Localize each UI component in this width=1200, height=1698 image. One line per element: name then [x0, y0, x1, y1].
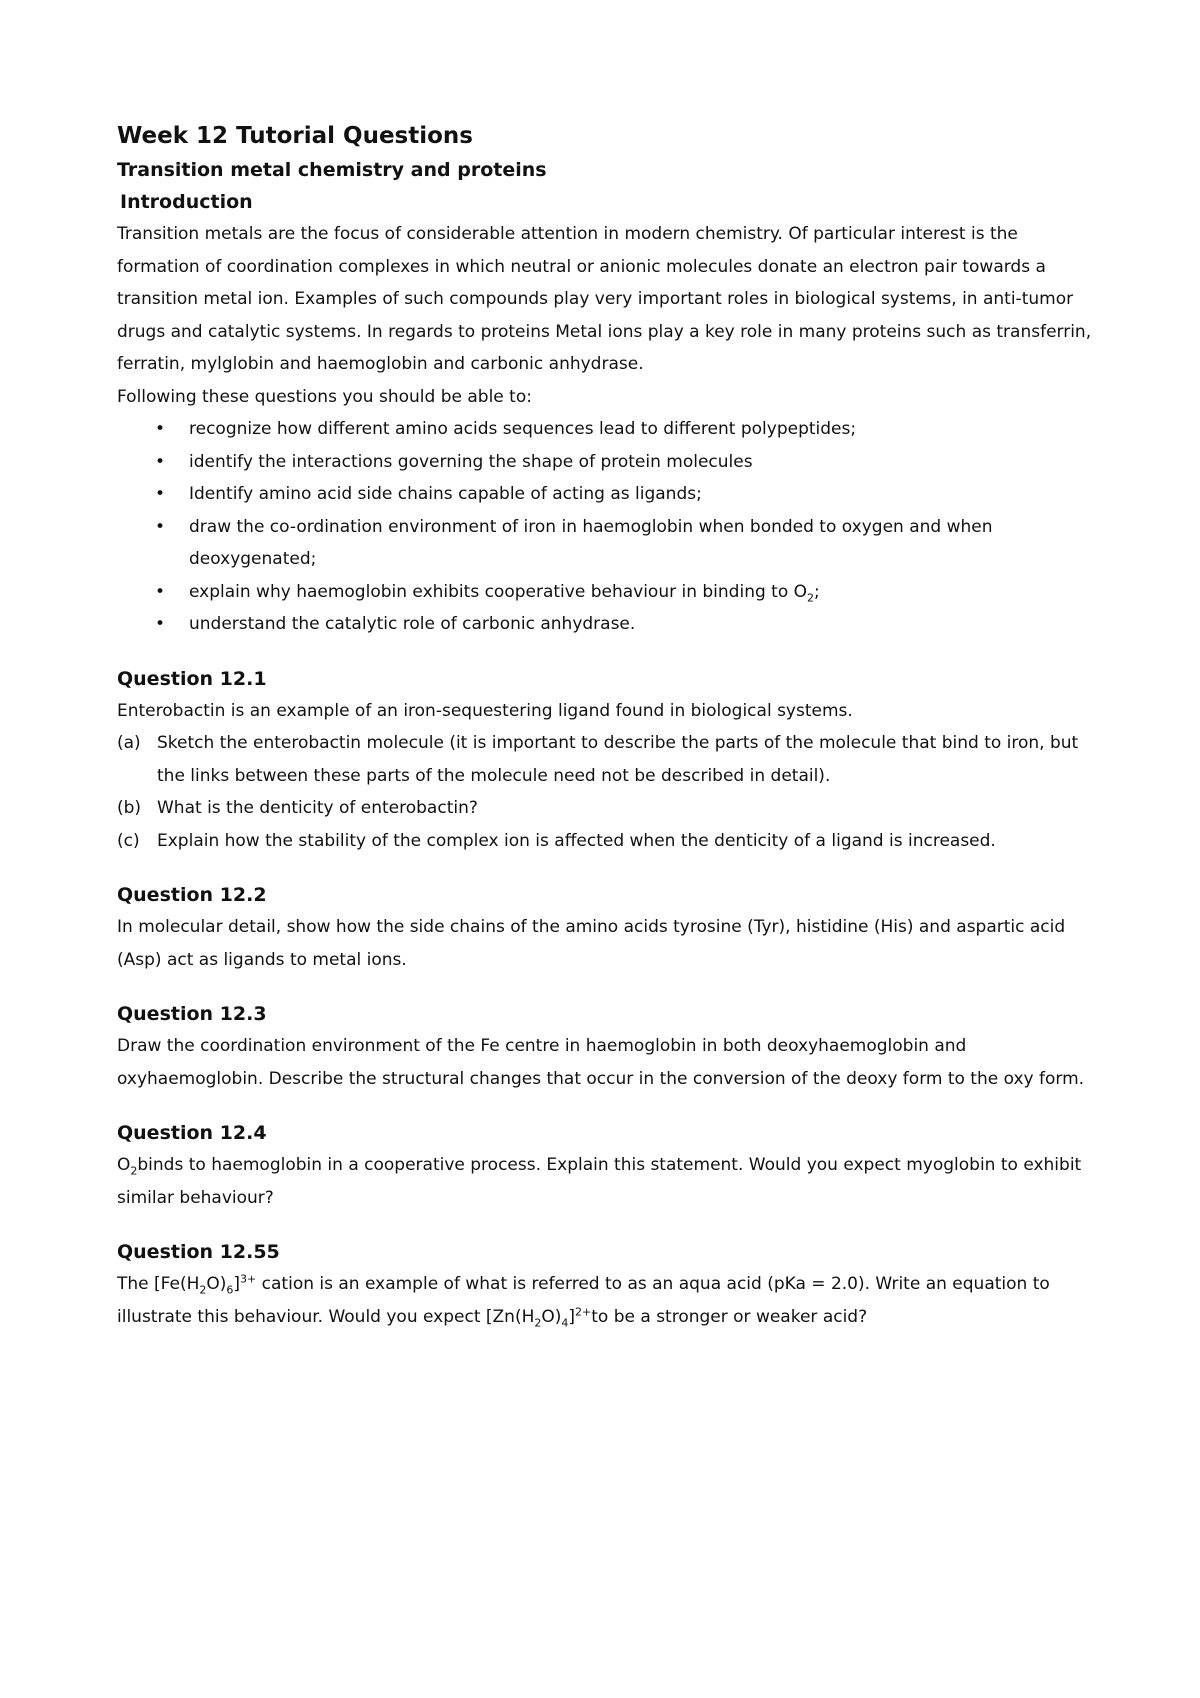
bullet-icon: • — [155, 516, 166, 537]
list-item: • recognize how different amino acids sequences lead to different polypeptides; — [117, 413, 1097, 446]
question-12-4-text: $O_2binds$ to haemoglobin in a cooperative process. Explain this statement. Would you expect myoglobin to exhibit similar behaviour? — [117, 1155, 1082, 1208]
list-item: • explain why haemoglobin exhibits cooperative behaviour in binding to $O_2$; — [117, 576, 1097, 609]
question-part: (a) Sketch the enterobactin molecule (it is important to describe the parts of the molecule that bind to iron, but the links between these parts of the molecule need not be described in detail). — [117, 727, 1097, 792]
page-title: Week 12 Tutorial Questions — [117, 123, 473, 149]
question-12-3-text: Draw the coordination environment of the Fe centre in haemoglobin in both deoxyhaemoglobin and oxyhaemoglobin. Describe the structural changes that occur in the conversion of the deoxy form to the oxy form. — [117, 1036, 1085, 1089]
question-12-1-parts — [117, 727, 1097, 857]
list-item: • identify the interactions governing the shape of protein molecules — [117, 446, 1097, 479]
part-label: (c) — [117, 830, 140, 851]
objectives-list — [117, 413, 1097, 641]
question-part: (c) Explain how the stability of the complex ion is affected when the denticity of a ligand is increased. — [117, 825, 1097, 858]
list-item: • draw the co-ordination environment of iron in haemoglobin when bonded to oxygen and when deoxygenated; — [117, 511, 1097, 576]
bullet-icon: • — [155, 419, 166, 439]
question-part: (b) What is the denticity of enterobactin? — [117, 792, 1097, 825]
question-12-1-heading: Question 12.1 — [117, 667, 267, 690]
list-item: • Identify amino acid side chains capable of acting as ligands; — [117, 478, 1097, 511]
question-12-55-heading: Question 12.55 — [117, 1241, 280, 1263]
question-12-1-intro: Enterobactin is an example of an iron-sequestering ligand found in biological systems. — [117, 700, 853, 721]
list-item: • understand the catalytic role of carbonic anhydrase. — [117, 608, 1097, 641]
page-subtitle: Transition metal chemistry and proteins — [117, 159, 547, 181]
objectives-lead: Following these questions you should be able to: — [117, 386, 532, 407]
bullet-icon: • — [155, 581, 166, 602]
intro-paragraph: Transition metals are the focus of considerable attention in modern chemistry. Of particular interest is the formation of coordination complexes in which neutral or anionic molecules donate an electron pair towards a transition metal ion. Examples of such compounds play very important roles in biological systems, in anti-tumor drugs and catalytic systems. In regards to proteins Metal ions play a key role in many proteins such as transferrin, ferratin, mylglobin and haemoglobin and carbonic anhydrase. — [117, 224, 1092, 374]
bullet-icon: • — [155, 614, 166, 634]
question-12-2-text: In molecular detail, show how the side chains of the amino acids tyrosine (Tyr), histidine (His) and aspartic acid (Asp) act as ligands to metal ions. — [117, 917, 1066, 970]
bullet-icon: • — [155, 484, 166, 504]
question-12-2-heading: Question 12.2 — [117, 884, 267, 906]
part-label: (a) — [117, 733, 141, 753]
question-12-55-text: The $[Fe(H_2O)_6]^{3+}$ cation is an example of what is referred to as an aqua acid (pKa = 2.0). Write an equation to illustrate this behaviour. Would you expect $[Zn(H_2O)_4]^{2+}to$ be a stronger or weaker acid? — [117, 1272, 1050, 1329]
intro-heading: Introduction — [120, 191, 253, 213]
question-12-4-heading: Question 12.4 — [117, 1122, 267, 1144]
part-label: (b) — [117, 798, 142, 818]
document-page — [117, 118, 1097, 1333]
question-12-3-heading: Question 12.3 — [117, 1003, 267, 1025]
bullet-icon: • — [155, 451, 166, 472]
